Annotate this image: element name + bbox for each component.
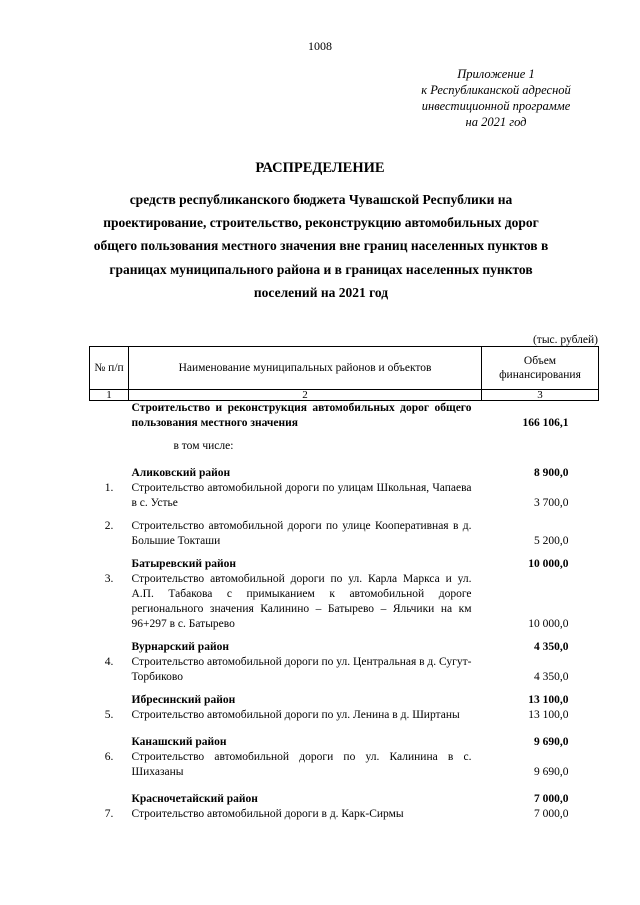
district-total: 8 900,0 [534, 467, 569, 479]
document-title: РАСПРЕДЕЛЕНИЕ [255, 160, 385, 176]
district-row [90, 735, 599, 750]
item-name: Строительство автомобильной дороги по ул. Ленина в д. Ширтаны [131, 709, 460, 721]
item-num: 4. [104, 656, 114, 668]
item-value: 13 100,0 [528, 709, 569, 721]
item-num: 3. [104, 573, 114, 585]
table-row [90, 572, 599, 632]
item-num: 2. [104, 520, 114, 532]
table-row [90, 655, 599, 685]
item-name: Строительство автомобильной дороги по ул. Калинина в с. Шихазаны [131, 751, 472, 778]
district-total: 7 000,0 [534, 793, 569, 805]
appendix-line-3: инвестиционной программе [421, 99, 571, 113]
district-name: Батыревский район [131, 558, 237, 570]
total-label: Строительство и реконструкция автомобильных дорог общего пользования местного значения [131, 402, 472, 429]
units-label: (тыс. рублей) [532, 334, 598, 346]
item-value: 3 700,0 [534, 497, 569, 509]
district-row [90, 557, 599, 572]
item-name: Строительство автомобильной дороги по улицам Школьная, Чапаева в с. Устье [131, 482, 472, 509]
item-name: Строительство автомобильной дороги по ул. Карла Маркса и ул. А.П. Табакова с примыканием к автомобильной дороге регионального значения Калинино – Батырево – Яльчики на км 96+297 в с. Батырево [131, 573, 472, 630]
district-name: Ибресинский район [131, 694, 236, 706]
header-amount: Объем финансирования [482, 347, 599, 390]
page-number: 1008 [308, 39, 332, 53]
item-value: 10 000,0 [528, 618, 569, 630]
appendix-note [396, 66, 596, 130]
table-row [90, 750, 599, 780]
col-number-2: 2 [129, 390, 482, 401]
item-num: 5. [104, 709, 114, 721]
item-num: 7. [104, 808, 114, 820]
district-total: 9 690,0 [534, 736, 569, 748]
header-name: Наименование муниципальных районов и объектов [129, 347, 482, 390]
total-row [90, 401, 599, 432]
appendix-line-1: Приложение 1 [457, 67, 535, 81]
item-name: Строительство автомобильной дороги по ул. Центральная в д. Сугут-Торбиково [131, 656, 472, 683]
col-number-3: 3 [482, 390, 599, 401]
item-num: 6. [104, 751, 114, 763]
appendix-line-2: к Республиканской адресной [421, 83, 571, 97]
item-value: 5 200,0 [534, 535, 569, 547]
table-row [90, 807, 599, 822]
including-row [90, 439, 599, 454]
district-row [90, 693, 599, 708]
item-name: Строительство автомобильной дороги в д. Карк-Сирмы [131, 808, 404, 820]
item-value: 9 690,0 [534, 766, 569, 778]
item-value: 7 000,0 [534, 808, 569, 820]
including-label: в том числе: [173, 440, 234, 452]
item-num: 1. [104, 482, 114, 494]
item-value: 4 350,0 [534, 671, 569, 683]
col-number-1: 1 [90, 390, 129, 401]
district-name: Вурнарский район [131, 641, 229, 653]
document-subtitle: средств республиканского бюджета Чувашской Республики на проектирование, строительство, реконструкцию автомобильных дорог общего пользования местного значения вне границ населенных пунктов в границах муниципального района и в границах населенных пунктов поселений на 2021 год [93, 192, 549, 300]
district-total: 13 100,0 [528, 694, 569, 706]
item-name: Строительство автомобильной дороги по улице Кооперативная в д. Большие Токташи [131, 520, 472, 547]
table-row [90, 708, 599, 723]
header-num: № п/п [90, 347, 129, 390]
district-name: Красночетайский район [131, 793, 258, 805]
table-row [90, 519, 599, 549]
district-row [90, 792, 599, 807]
district-total: 10 000,0 [528, 558, 569, 570]
funding-table [89, 346, 599, 822]
table-row [90, 481, 599, 511]
appendix-line-4: на 2021 год [465, 115, 527, 129]
total-value: 166 106,1 [522, 417, 569, 429]
district-name: Аликовский район [131, 467, 231, 479]
district-row [90, 466, 599, 481]
district-total: 4 350,0 [534, 641, 569, 653]
district-name: Канашский район [131, 736, 227, 748]
district-row [90, 640, 599, 655]
